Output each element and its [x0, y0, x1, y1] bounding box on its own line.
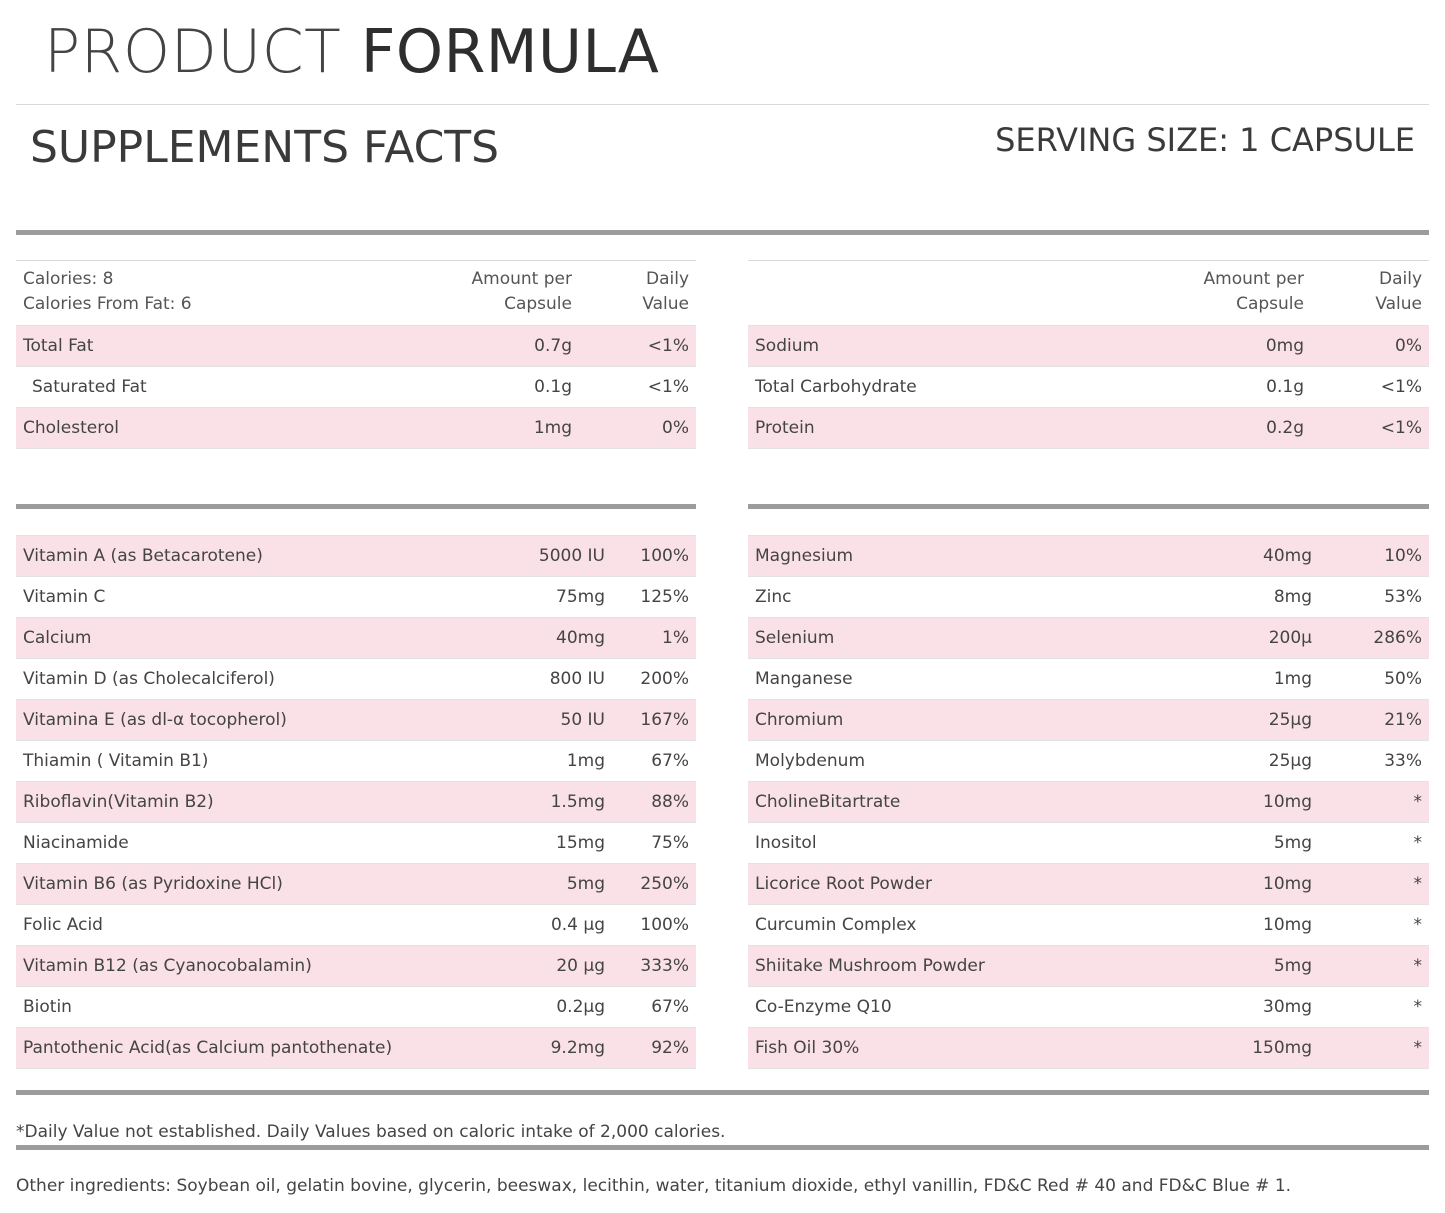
amount-column-header [472, 267, 572, 317]
table-row [748, 658, 1429, 699]
nutrient-name: Selenium [755, 628, 835, 648]
nutrient-amount: 0mg [1265, 336, 1304, 356]
calories-from-fat: Calories From Fat: 6 [23, 294, 192, 314]
nutrient-amount: 1.5mg [550, 792, 605, 812]
calories: Calories: 8 [23, 269, 114, 289]
nutrient-daily-value: 100% [640, 546, 689, 566]
table-row [16, 904, 696, 945]
vitamin-table-left [16, 535, 696, 1069]
table-row [16, 1027, 696, 1069]
section-title: SUPPLEMENTS FACTS [30, 122, 500, 173]
header-rule [16, 230, 1429, 235]
nutrient-name: Riboflavin(Vitamin B2) [23, 792, 214, 812]
nutrient-name: Chromium [755, 710, 844, 730]
table-row [16, 407, 696, 449]
nutrient-name: Shiitake Mushroom Powder [755, 956, 985, 976]
calories-info [23, 267, 192, 317]
other-ingredients-rule [16, 1145, 1429, 1150]
table-row [748, 1027, 1429, 1069]
nutrient-daily-value: 125% [640, 587, 689, 607]
nutrient-daily-value: 286% [1373, 628, 1422, 648]
nutrient-name: Vitamin D (as Cholecalciferol) [23, 669, 275, 689]
table-row [16, 535, 696, 576]
table-row [748, 945, 1429, 986]
nutrient-amount: 40mg [1263, 546, 1312, 566]
nutrient-daily-value: <1% [1380, 377, 1422, 397]
nutrient-name: Molybdenum [755, 751, 866, 771]
nutrient-amount: 1mg [533, 418, 572, 438]
nutrient-daily-value: 250% [640, 874, 689, 894]
nutrient-daily-value: 0% [662, 418, 689, 438]
nutrient-amount: 5mg [1273, 833, 1312, 853]
nutrient-amount: 800 IU [549, 669, 605, 689]
nutrient-name: Folic Acid [23, 915, 103, 935]
macro-table-header [16, 260, 696, 325]
nutrient-daily-value: 167% [640, 710, 689, 730]
nutrient-daily-value: 92% [651, 1038, 689, 1058]
nutrient-daily-value: <1% [1380, 418, 1422, 438]
table-row [748, 904, 1429, 945]
nutrient-name: Thiamin ( Vitamin B1) [23, 751, 209, 771]
nutrient-daily-value: 10% [1384, 546, 1422, 566]
nutrient-name: Co-Enzyme Q10 [755, 997, 892, 1017]
table-row [748, 535, 1429, 576]
table-row [16, 781, 696, 822]
table-row [748, 325, 1429, 366]
macro-table-header [748, 260, 1429, 325]
nutrient-amount: 10mg [1263, 915, 1312, 935]
table-row [16, 986, 696, 1027]
table-row [16, 822, 696, 863]
nutrient-name: Vitamin A (as Betacarotene) [23, 546, 263, 566]
nutrient-name: Vitamin B6 (as Pyridoxine HCl) [23, 874, 283, 894]
amount-header-line1: Amount per [1203, 269, 1304, 289]
nutrient-amount: 20 µg [556, 956, 605, 976]
nutrient-daily-value: 67% [651, 751, 689, 771]
nutrient-name: Biotin [23, 997, 72, 1017]
nutrient-daily-value: * [1413, 1038, 1422, 1058]
nutrient-name: Fish Oil 30% [755, 1038, 860, 1058]
nutrient-amount: 25µg [1268, 751, 1312, 771]
amount-header-line2: Capsule [1236, 294, 1304, 314]
nutrient-daily-value: <1% [647, 336, 689, 356]
footnote: *Daily Value not established. Daily Values based on caloric intake of 2,000 calories. [16, 1122, 726, 1142]
table-row [16, 863, 696, 904]
nutrient-amount: 9.2mg [550, 1038, 605, 1058]
nutrient-name: Zinc [755, 587, 792, 607]
nutrient-name: Inositol [755, 833, 817, 853]
nutrient-daily-value: * [1413, 874, 1422, 894]
nutrient-name: Protein [755, 418, 815, 438]
nutrient-amount: 8mg [1273, 587, 1312, 607]
vitamin-table-right [748, 535, 1429, 1069]
nutrient-daily-value: 0% [1395, 336, 1422, 356]
nutrient-daily-value: 1% [662, 628, 689, 648]
table-row [16, 740, 696, 781]
other-ingredients: Other ingredients: Soybean oil, gelatin bovine, glycerin, beeswax, lecithin, water, titanium dioxide, ethyl vanillin, FD&C Red # 40 and FD&C Blue # 1. [16, 1176, 1292, 1196]
nutrient-amount: 0.7g [534, 336, 572, 356]
table-row [16, 366, 696, 407]
table-row [16, 699, 696, 740]
nutrient-daily-value: 21% [1384, 710, 1422, 730]
title-part1: PRODUCT [44, 17, 342, 87]
nutrient-daily-value: 33% [1384, 751, 1422, 771]
vitamins-left-rule [16, 504, 696, 509]
daily-header-line2: Value [1375, 294, 1422, 314]
nutrient-name: Sodium [755, 336, 820, 356]
nutrient-daily-value: 333% [640, 956, 689, 976]
nutrient-daily-value: * [1413, 915, 1422, 935]
daily-value-column-header [1375, 267, 1422, 317]
table-row [748, 617, 1429, 658]
table-row [748, 366, 1429, 407]
nutrient-daily-value: * [1413, 956, 1422, 976]
table-row [748, 740, 1429, 781]
nutrient-daily-value: * [1413, 792, 1422, 812]
daily-value-column-header [642, 267, 689, 317]
nutrient-daily-value: 88% [651, 792, 689, 812]
nutrient-daily-value: 53% [1384, 587, 1422, 607]
table-row [748, 863, 1429, 904]
nutrient-name: Curcumin Complex [755, 915, 917, 935]
nutrient-amount: 10mg [1263, 792, 1312, 812]
nutrient-amount: 40mg [556, 628, 605, 648]
nutrient-name: CholineBitartrate [755, 792, 901, 812]
table-row [748, 699, 1429, 740]
daily-header-line2: Value [642, 294, 689, 314]
nutrient-amount: 0.2g [1266, 418, 1304, 438]
table-row [748, 576, 1429, 617]
table-row [16, 658, 696, 699]
daily-header-line1: Daily [1378, 269, 1422, 289]
vitamins-right-rule [748, 504, 1429, 509]
macro-table-left [16, 260, 696, 449]
nutrient-amount: 0.4 µg [550, 915, 605, 935]
nutrient-daily-value: 200% [640, 669, 689, 689]
nutrient-name: Niacinamide [23, 833, 129, 853]
amount-header-line1: Amount per [471, 269, 572, 289]
nutrient-amount: 1mg [1273, 669, 1312, 689]
nutrient-name: Vitamin C [23, 587, 106, 607]
nutrient-amount: 10mg [1263, 874, 1312, 894]
nutrient-daily-value: <1% [647, 377, 689, 397]
daily-header-line1: Daily [645, 269, 689, 289]
nutrient-amount: 5mg [1273, 956, 1312, 976]
nutrient-daily-value: 50% [1384, 669, 1422, 689]
table-row [16, 617, 696, 658]
nutrient-amount: 0.1g [534, 377, 572, 397]
nutrient-amount: 150mg [1252, 1038, 1312, 1058]
nutrient-name: Total Carbohydrate [755, 377, 917, 397]
table-row [16, 576, 696, 617]
nutrient-daily-value: * [1413, 833, 1422, 853]
nutrient-daily-value: 100% [640, 915, 689, 935]
nutrient-daily-value: 67% [651, 997, 689, 1017]
table-row [16, 945, 696, 986]
nutrient-name: Licorice Root Powder [755, 874, 932, 894]
nutrient-amount: 75mg [556, 587, 605, 607]
nutrient-name: Vitamin B12 (as Cyanocobalamin) [23, 956, 312, 976]
nutrient-name: Pantothenic Acid(as Calcium pantothenate) [23, 1038, 393, 1058]
table-row [16, 325, 696, 366]
nutrient-amount: 50 IU [560, 710, 605, 730]
table-row [748, 822, 1429, 863]
nutrient-amount: 15mg [556, 833, 605, 853]
amount-column-header [1204, 267, 1304, 317]
nutrient-daily-value: * [1413, 997, 1422, 1017]
nutrient-daily-value: 75% [651, 833, 689, 853]
nutrient-name: Magnesium [755, 546, 854, 566]
nutrient-name: Vitamina E (as dl-α tocopherol) [23, 710, 287, 730]
nutrient-amount: 1mg [566, 751, 605, 771]
serving-size: SERVING SIZE: 1 CAPSULE [995, 121, 1415, 159]
page-title [44, 16, 659, 88]
nutrient-name: Total Fat [23, 336, 94, 356]
title-part2: FORMULA [360, 17, 660, 87]
nutrient-amount: 25µg [1268, 710, 1312, 730]
nutrient-amount: 5000 IU [538, 546, 605, 566]
footer-rule [16, 1090, 1429, 1095]
nutrient-name: Cholesterol [23, 418, 119, 438]
nutrient-amount: 30mg [1263, 997, 1312, 1017]
nutrient-name: Saturated Fat [32, 377, 147, 397]
nutrient-amount: 200µ [1268, 628, 1312, 648]
nutrient-name: Manganese [755, 669, 853, 689]
table-row [748, 986, 1429, 1027]
nutrient-amount: 5mg [566, 874, 605, 894]
nutrient-amount: 0.2µg [556, 997, 605, 1017]
macro-table-right [748, 260, 1429, 449]
title-divider [16, 104, 1429, 105]
amount-header-line2: Capsule [504, 294, 572, 314]
table-row [748, 407, 1429, 449]
table-row [748, 781, 1429, 822]
nutrient-amount: 0.1g [1266, 377, 1304, 397]
nutrient-name: Calcium [23, 628, 92, 648]
